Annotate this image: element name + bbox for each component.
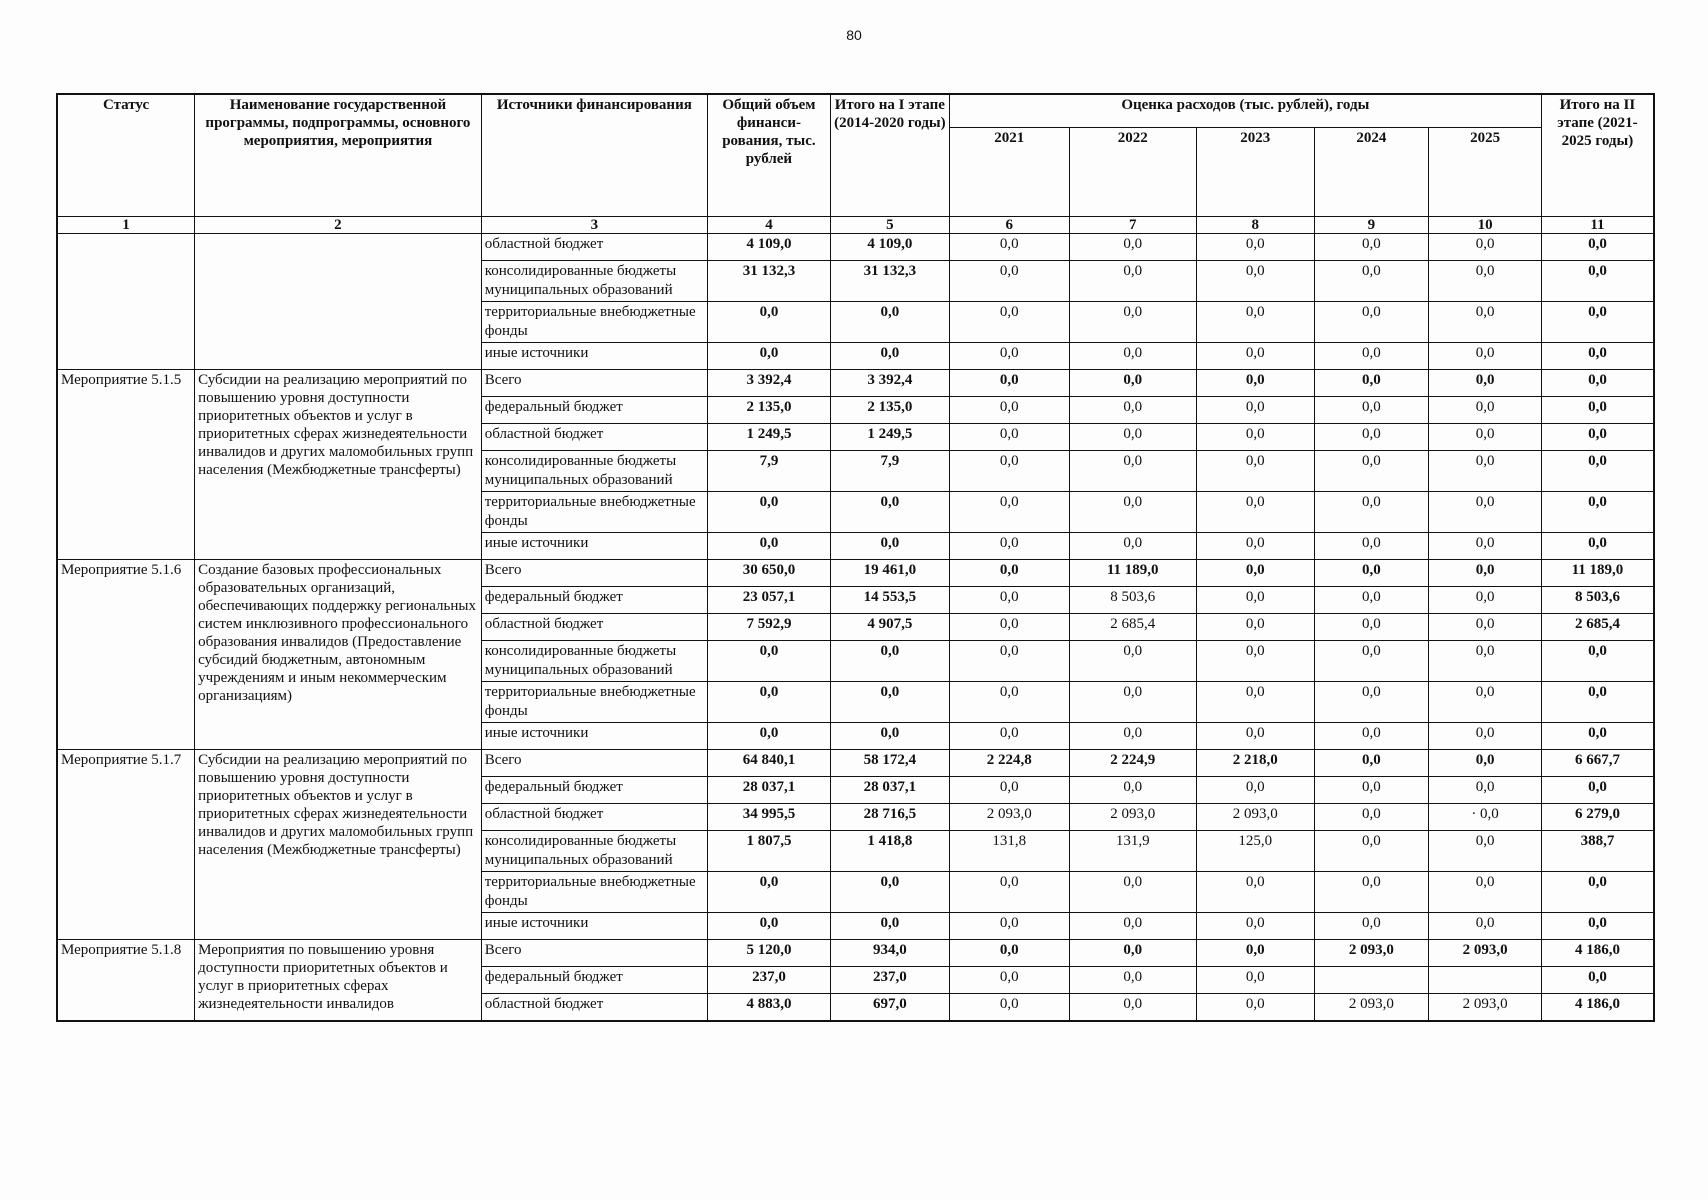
value-cell: 0,0 xyxy=(1196,533,1314,560)
value-cell: 0,0 xyxy=(1429,777,1542,804)
status-cell xyxy=(57,234,195,370)
value-cell: 0,0 xyxy=(1429,424,1542,451)
value-cell: 6 279,0 xyxy=(1541,804,1654,831)
funding-source-cell: Всего xyxy=(481,560,707,587)
value-cell: 2 093,0 xyxy=(1069,804,1196,831)
value-cell: 0,0 xyxy=(1314,492,1429,533)
value-cell: 0,0 xyxy=(830,533,949,560)
value-cell: 30 650,0 xyxy=(707,560,830,587)
table-row xyxy=(57,370,1654,397)
value-cell: 0,0 xyxy=(1429,397,1542,424)
value-cell: 0,0 xyxy=(1314,343,1429,370)
value-cell: 4 883,0 xyxy=(707,994,830,1021)
value-cell: 0,0 xyxy=(1314,302,1429,343)
value-cell: 6 667,7 xyxy=(1541,750,1654,777)
value-cell: 0,0 xyxy=(1541,533,1654,560)
value-cell: 4 186,0 xyxy=(1541,940,1654,967)
value-cell: 0,0 xyxy=(1541,397,1654,424)
value-cell: 0,0 xyxy=(1429,234,1542,261)
value-cell: 34 995,5 xyxy=(707,804,830,831)
value-cell: 64 840,1 xyxy=(707,750,830,777)
value-cell: 23 057,1 xyxy=(707,587,830,614)
value-cell: 0,0 xyxy=(1314,587,1429,614)
value-cell xyxy=(1429,967,1542,994)
value-cell: 2 093,0 xyxy=(1314,940,1429,967)
value-cell: 0,0 xyxy=(1429,913,1542,940)
value-cell: 0,0 xyxy=(949,492,1069,533)
value-cell: 0,0 xyxy=(1196,451,1314,492)
funding-source-cell: иные источники xyxy=(481,343,707,370)
header-year: 2025 xyxy=(1429,128,1542,217)
value-cell: 2 093,0 xyxy=(1314,994,1429,1021)
funding-source-cell: федеральный бюджет xyxy=(481,967,707,994)
value-cell: 19 461,0 xyxy=(830,560,949,587)
value-cell: 0,0 xyxy=(1069,723,1196,750)
value-cell: 0,0 xyxy=(1541,261,1654,302)
value-cell: 0,0 xyxy=(1314,397,1429,424)
measure-name-cell: Создание базовых профессиональных образовательных организаций, обеспечивающих поддержку региональных систем инклюзивного профессионального образования инвалидов (Предоставление субсидий бюджетным, автономным учреждениям и иным некоммерческим организациям) xyxy=(195,560,482,750)
value-cell: 0,0 xyxy=(1429,614,1542,641)
funding-source-cell: консолидированные бюджеты муниципальных образований xyxy=(481,641,707,682)
value-cell: 8 503,6 xyxy=(1541,587,1654,614)
value-cell: 7,9 xyxy=(707,451,830,492)
header-year: 2023 xyxy=(1196,128,1314,217)
value-cell: 4 109,0 xyxy=(707,234,830,261)
value-cell: 0,0 xyxy=(1429,831,1542,872)
value-cell: 0,0 xyxy=(1429,343,1542,370)
funding-source-cell: иные источники xyxy=(481,533,707,560)
table-body xyxy=(57,234,1654,1021)
value-cell: 0,0 xyxy=(1196,370,1314,397)
value-cell: 0,0 xyxy=(1314,614,1429,641)
value-cell: 0,0 xyxy=(1196,397,1314,424)
value-cell: 0,0 xyxy=(830,872,949,913)
value-cell: 0,0 xyxy=(949,614,1069,641)
value-cell: 0,0 xyxy=(1196,967,1314,994)
column-index: 4 xyxy=(707,217,830,234)
value-cell: 0,0 xyxy=(1314,723,1429,750)
value-cell: 0,0 xyxy=(1429,750,1542,777)
value-cell: 0,0 xyxy=(1314,560,1429,587)
value-cell: 0,0 xyxy=(1314,872,1429,913)
value-cell: 0,0 xyxy=(1069,994,1196,1021)
value-cell: 0,0 xyxy=(1541,302,1654,343)
measure-name-cell xyxy=(195,234,482,370)
value-cell: 0,0 xyxy=(1314,451,1429,492)
value-cell: 0,0 xyxy=(1541,424,1654,451)
value-cell: 58 172,4 xyxy=(830,750,949,777)
status-cell: Мероприятие 5.1.5 xyxy=(57,370,195,560)
value-cell: 0,0 xyxy=(1069,641,1196,682)
page-number: 80 xyxy=(846,27,862,43)
funding-source-cell: Всего xyxy=(481,750,707,777)
value-cell: 0,0 xyxy=(830,641,949,682)
value-cell: 0,0 xyxy=(1541,370,1654,397)
value-cell: 0,0 xyxy=(949,343,1069,370)
header-source: Источники финансирования xyxy=(481,94,707,217)
value-cell: 0,0 xyxy=(1196,560,1314,587)
value-cell: 0,0 xyxy=(949,777,1069,804)
value-cell: 0,0 xyxy=(1069,370,1196,397)
value-cell: 0,0 xyxy=(1196,682,1314,723)
table-row xyxy=(57,940,1654,967)
value-cell: 0,0 xyxy=(830,302,949,343)
value-cell: 0,0 xyxy=(1069,492,1196,533)
value-cell: 0,0 xyxy=(1196,302,1314,343)
value-cell: 5 120,0 xyxy=(707,940,830,967)
value-cell: 388,7 xyxy=(1541,831,1654,872)
column-index: 11 xyxy=(1541,217,1654,234)
value-cell: 4 186,0 xyxy=(1541,994,1654,1021)
value-cell: 0,0 xyxy=(1069,940,1196,967)
value-cell: 0,0 xyxy=(949,424,1069,451)
value-cell: 0,0 xyxy=(1069,261,1196,302)
funding-source-cell: Всего xyxy=(481,940,707,967)
value-cell: 0,0 xyxy=(1429,872,1542,913)
value-cell: 0,0 xyxy=(707,492,830,533)
budget-table xyxy=(56,93,1655,1022)
measure-name-cell: Мероприятия по повышению уровня доступности приоритетных объектов и услуг в приоритетных сферах жизнедеятельности инвалидов xyxy=(195,940,482,1021)
funding-source-cell: федеральный бюджет xyxy=(481,587,707,614)
value-cell xyxy=(1314,967,1429,994)
value-cell: 0,0 xyxy=(1429,723,1542,750)
column-index: 1 xyxy=(57,217,195,234)
value-cell: 14 553,5 xyxy=(830,587,949,614)
value-cell: 0,0 xyxy=(1541,682,1654,723)
value-cell: 0,0 xyxy=(1196,913,1314,940)
value-cell: 0,0 xyxy=(1314,424,1429,451)
header-stage1: Итого на I этапе (2014-2020 годы) xyxy=(830,94,949,217)
value-cell: 2 093,0 xyxy=(1429,940,1542,967)
value-cell: 0,0 xyxy=(1429,682,1542,723)
value-cell: 0,0 xyxy=(1196,940,1314,967)
measure-name-cell: Субсидии на реализацию мероприятий по повышению уровня доступности приоритетных объектов и услуг в приоритетных сферах жизнедеятельности инвалидов и других маломобильных групп населения (Межбюджетные трансферты) xyxy=(195,750,482,940)
value-cell: 0,0 xyxy=(1429,641,1542,682)
value-cell: 2 135,0 xyxy=(707,397,830,424)
value-cell: 0,0 xyxy=(1429,451,1542,492)
status-cell: Мероприятие 5.1.7 xyxy=(57,750,195,940)
value-cell: 0,0 xyxy=(1429,560,1542,587)
value-cell: 0,0 xyxy=(949,234,1069,261)
value-cell: 0,0 xyxy=(1196,777,1314,804)
value-cell: 0,0 xyxy=(1541,777,1654,804)
value-cell: 0,0 xyxy=(1314,913,1429,940)
value-cell: 0,0 xyxy=(1541,872,1654,913)
value-cell: 697,0 xyxy=(830,994,949,1021)
value-cell: 0,0 xyxy=(1314,804,1429,831)
column-index: 5 xyxy=(830,217,949,234)
table-row xyxy=(57,560,1654,587)
value-cell: 28 037,1 xyxy=(707,777,830,804)
value-cell: 0,0 xyxy=(949,397,1069,424)
value-cell: 0,0 xyxy=(1069,533,1196,560)
value-cell: 0,0 xyxy=(1541,913,1654,940)
value-cell: 0,0 xyxy=(707,343,830,370)
value-cell: 0,0 xyxy=(1069,302,1196,343)
value-cell: 934,0 xyxy=(830,940,949,967)
table-row xyxy=(57,750,1654,777)
value-cell: 0,0 xyxy=(1541,234,1654,261)
value-cell: 0,0 xyxy=(830,492,949,533)
funding-source-cell: областной бюджет xyxy=(481,804,707,831)
column-index: 3 xyxy=(481,217,707,234)
funding-source-cell: Всего xyxy=(481,370,707,397)
value-cell: 0,0 xyxy=(830,343,949,370)
value-cell: 0,0 xyxy=(949,641,1069,682)
value-cell: 0,0 xyxy=(1069,234,1196,261)
value-cell: 237,0 xyxy=(830,967,949,994)
value-cell: 2 093,0 xyxy=(1429,994,1542,1021)
funding-source-cell: консолидированные бюджеты муниципальных образований xyxy=(481,261,707,302)
value-cell: 0,0 xyxy=(1314,234,1429,261)
value-cell: 2 224,9 xyxy=(1069,750,1196,777)
value-cell: 0,0 xyxy=(1314,261,1429,302)
table-row xyxy=(57,234,1654,261)
value-cell: 0,0 xyxy=(1196,587,1314,614)
value-cell: 0,0 xyxy=(1429,492,1542,533)
value-cell: 0,0 xyxy=(949,682,1069,723)
header-total: Общий объем финанси-рования, тыс. рублей xyxy=(707,94,830,217)
value-cell: 0,0 xyxy=(1069,451,1196,492)
header-year: 2022 xyxy=(1069,128,1196,217)
header-year: 2024 xyxy=(1314,128,1429,217)
value-cell: 0,0 xyxy=(1541,641,1654,682)
status-cell: Мероприятие 5.1.8 xyxy=(57,940,195,1021)
value-cell: 2 224,8 xyxy=(949,750,1069,777)
value-cell: 0,0 xyxy=(1429,302,1542,343)
header-estimate: Оценка расходов (тыс. рублей), годы xyxy=(949,94,1541,128)
value-cell: 7,9 xyxy=(830,451,949,492)
value-cell: 0,0 xyxy=(1429,370,1542,397)
value-cell: 0,0 xyxy=(949,261,1069,302)
value-cell: 1 807,5 xyxy=(707,831,830,872)
value-cell: 0,0 xyxy=(1541,343,1654,370)
value-cell: 0,0 xyxy=(1314,370,1429,397)
value-cell: 0,0 xyxy=(1069,967,1196,994)
value-cell: 2 093,0 xyxy=(949,804,1069,831)
value-cell: 1 418,8 xyxy=(830,831,949,872)
funding-source-cell: федеральный бюджет xyxy=(481,777,707,804)
value-cell: 0,0 xyxy=(949,302,1069,343)
column-index: 2 xyxy=(195,217,482,234)
value-cell: 0,0 xyxy=(707,913,830,940)
value-cell: 0,0 xyxy=(949,533,1069,560)
value-cell: 0,0 xyxy=(1069,343,1196,370)
value-cell: 2 093,0 xyxy=(1196,804,1314,831)
value-cell: 0,0 xyxy=(949,723,1069,750)
header-name: Наименование государственной программы, подпрограммы, основного мероприятия, мероприятия xyxy=(195,94,482,217)
funding-source-cell: областной бюджет xyxy=(481,234,707,261)
value-cell: 0,0 xyxy=(1069,397,1196,424)
header-status: Статус xyxy=(57,94,195,217)
value-cell: 0,0 xyxy=(1429,587,1542,614)
measure-name-cell: Субсидии на реализацию мероприятий по повышению уровня доступности приоритетных объектов и услуг в приоритетных сферах жизнедеятельности инвалидов и других маломобильных групп населения (Межбюджетные трансферты) xyxy=(195,370,482,560)
header-stage2: Итого на II этапе (2021-2025 годы) xyxy=(1541,94,1654,217)
column-index: 10 xyxy=(1429,217,1542,234)
value-cell: 7 592,9 xyxy=(707,614,830,641)
value-cell: 0,0 xyxy=(1314,750,1429,777)
value-cell: 0,0 xyxy=(949,994,1069,1021)
value-cell: 0,0 xyxy=(949,940,1069,967)
value-cell: 0,0 xyxy=(1196,261,1314,302)
value-cell: 0,0 xyxy=(949,451,1069,492)
value-cell: 0,0 xyxy=(1069,682,1196,723)
value-cell: 0,0 xyxy=(1069,872,1196,913)
value-cell: 0,0 xyxy=(1541,451,1654,492)
funding-source-cell: иные источники xyxy=(481,913,707,940)
funding-source-cell: областной бюджет xyxy=(481,994,707,1021)
value-cell: 0,0 xyxy=(1314,682,1429,723)
column-index: 9 xyxy=(1314,217,1429,234)
funding-source-cell: областной бюджет xyxy=(481,424,707,451)
value-cell: 131,9 xyxy=(1069,831,1196,872)
value-cell: 0,0 xyxy=(949,967,1069,994)
value-cell: 0,0 xyxy=(830,723,949,750)
funding-source-cell: областной бюджет xyxy=(481,614,707,641)
value-cell: 131,8 xyxy=(949,831,1069,872)
value-cell: 0,0 xyxy=(830,913,949,940)
header-year: 2021 xyxy=(949,128,1069,217)
value-cell: 0,0 xyxy=(1196,343,1314,370)
value-cell: 0,0 xyxy=(1541,967,1654,994)
value-cell: 31 132,3 xyxy=(830,261,949,302)
value-cell: 0,0 xyxy=(1314,641,1429,682)
value-cell: 2 135,0 xyxy=(830,397,949,424)
funding-source-cell: территориальные внебюджетные фонды xyxy=(481,492,707,533)
value-cell: 0,0 xyxy=(1314,831,1429,872)
value-cell: 0,0 xyxy=(1429,261,1542,302)
value-cell: 0,0 xyxy=(1196,641,1314,682)
value-cell: 4 109,0 xyxy=(830,234,949,261)
value-cell: 1 249,5 xyxy=(707,424,830,451)
value-cell: 4 907,5 xyxy=(830,614,949,641)
column-index: 6 xyxy=(949,217,1069,234)
value-cell: 2 218,0 xyxy=(1196,750,1314,777)
value-cell: 0,0 xyxy=(1196,234,1314,261)
value-cell: 11 189,0 xyxy=(1541,560,1654,587)
value-cell: 0,0 xyxy=(1196,424,1314,451)
value-cell: 0,0 xyxy=(1196,994,1314,1021)
value-cell: 11 189,0 xyxy=(1069,560,1196,587)
value-cell: 0,0 xyxy=(1314,533,1429,560)
value-cell: 0,0 xyxy=(1429,533,1542,560)
column-index: 8 xyxy=(1196,217,1314,234)
column-index: 7 xyxy=(1069,217,1196,234)
value-cell: 0,0 xyxy=(707,641,830,682)
funding-source-cell: консолидированные бюджеты муниципальных образований xyxy=(481,831,707,872)
status-cell: Мероприятие 5.1.6 xyxy=(57,560,195,750)
value-cell: 0,0 xyxy=(1069,913,1196,940)
value-cell: 8 503,6 xyxy=(1069,587,1196,614)
value-cell: 0,0 xyxy=(830,682,949,723)
value-cell: 0,0 xyxy=(707,682,830,723)
value-cell: 0,0 xyxy=(1069,424,1196,451)
value-cell: 0,0 xyxy=(1196,492,1314,533)
value-cell: 0,0 xyxy=(707,302,830,343)
value-cell: 0,0 xyxy=(949,370,1069,397)
column-index-row xyxy=(57,217,1654,234)
funding-source-cell: федеральный бюджет xyxy=(481,397,707,424)
value-cell: 2 685,4 xyxy=(1541,614,1654,641)
value-cell: · 0,0 xyxy=(1429,804,1542,831)
value-cell: 237,0 xyxy=(707,967,830,994)
value-cell: 0,0 xyxy=(1196,872,1314,913)
value-cell: 1 249,5 xyxy=(830,424,949,451)
value-cell: 3 392,4 xyxy=(707,370,830,397)
value-cell: 0,0 xyxy=(949,872,1069,913)
value-cell: 2 685,4 xyxy=(1069,614,1196,641)
funding-source-cell: территориальные внебюджетные фонды xyxy=(481,682,707,723)
value-cell: 0,0 xyxy=(1314,777,1429,804)
value-cell: 0,0 xyxy=(949,913,1069,940)
value-cell: 0,0 xyxy=(949,560,1069,587)
value-cell: 28 037,1 xyxy=(830,777,949,804)
value-cell: 3 392,4 xyxy=(830,370,949,397)
value-cell: 0,0 xyxy=(707,533,830,560)
value-cell: 28 716,5 xyxy=(830,804,949,831)
funding-source-cell: территориальные внебюджетные фонды xyxy=(481,302,707,343)
value-cell: 0,0 xyxy=(949,587,1069,614)
value-cell: 31 132,3 xyxy=(707,261,830,302)
value-cell: 0,0 xyxy=(1541,492,1654,533)
value-cell: 0,0 xyxy=(1541,723,1654,750)
funding-source-cell: консолидированные бюджеты муниципальных образований xyxy=(481,451,707,492)
value-cell: 0,0 xyxy=(1196,614,1314,641)
value-cell: 125,0 xyxy=(1196,831,1314,872)
value-cell: 0,0 xyxy=(1196,723,1314,750)
funding-source-cell: иные источники xyxy=(481,723,707,750)
value-cell: 0,0 xyxy=(707,723,830,750)
value-cell: 0,0 xyxy=(1069,777,1196,804)
funding-source-cell: территориальные внебюджетные фонды xyxy=(481,872,707,913)
value-cell: 0,0 xyxy=(707,872,830,913)
